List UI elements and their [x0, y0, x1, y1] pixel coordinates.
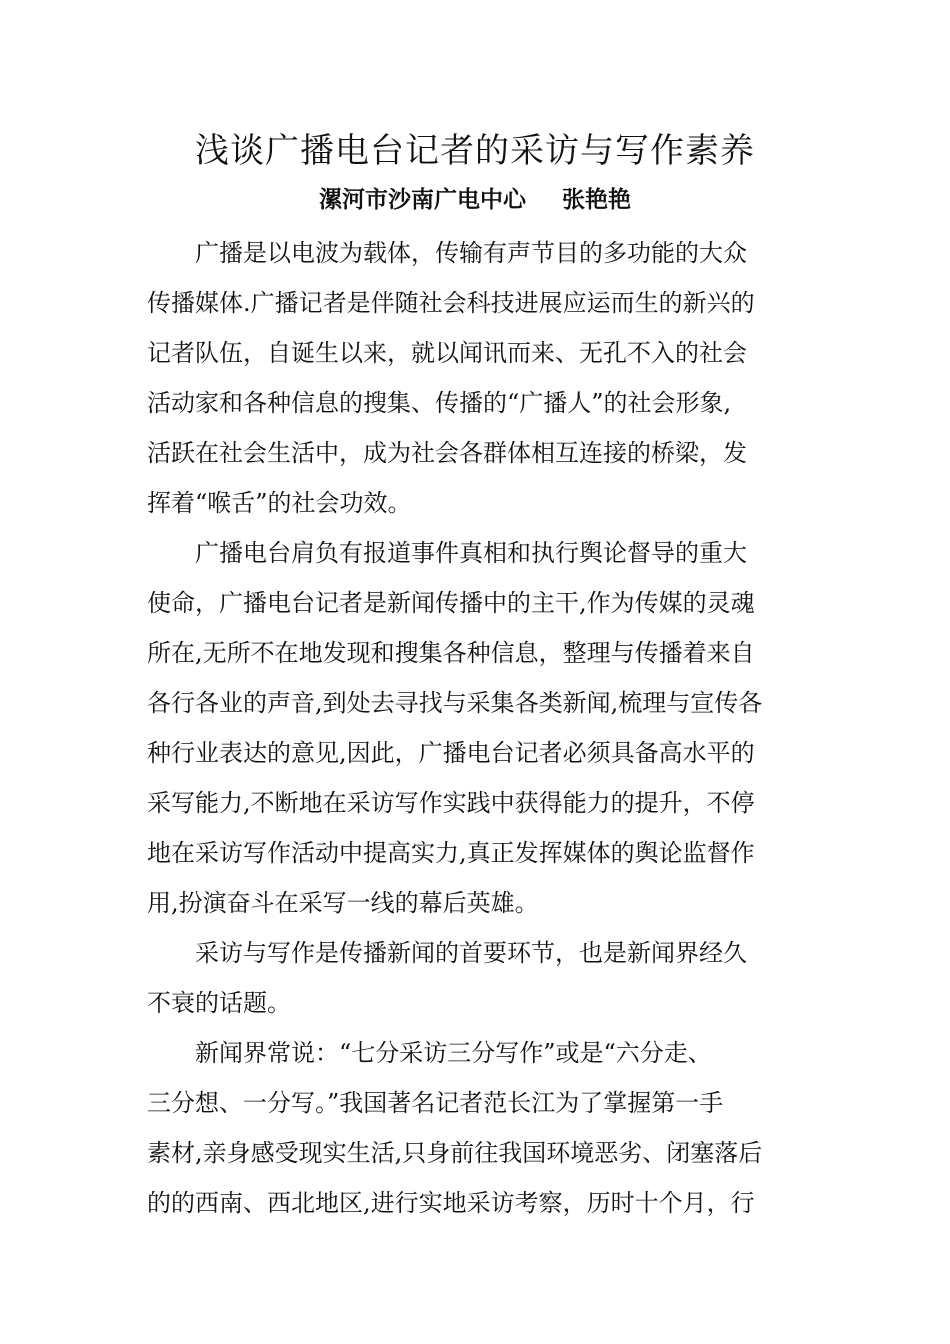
- text-line: 采写能力,不断地在采访写作实践中获得能力的提升，不停: [147, 789, 755, 817]
- text-line: 活跃在社会生活中，成为社会各群体相互连接的桥梁，发: [147, 439, 747, 467]
- byline-organization: 漯河市沙南广电中心: [319, 186, 526, 213]
- text-line: 广播电台肩负有报道事件真相和执行舆论督导的重大: [147, 539, 747, 567]
- text-line: 采访与写作是传播新闻的首要环节，也是新闻界经久: [147, 939, 747, 967]
- text-line: 挥着“喉舌”的社会功效。: [147, 489, 412, 517]
- text-line: 不衰的话题。: [147, 989, 291, 1017]
- byline: [0, 182, 950, 218]
- text-line: 三分想、一分写。”我国著名记者范长江为了掌握第一手: [147, 1089, 724, 1117]
- text-line: 地在采访写作活动中提高实力,真正发挥媒体的舆论监督作: [147, 839, 755, 867]
- text-line: 新闻界常说：“七分采访三分写作”或是“六分走、: [147, 1039, 712, 1067]
- text-line: 所在,无所不在地发现和搜集各种信息，整理与传播着来自: [147, 639, 755, 667]
- document-body: [147, 228, 797, 1228]
- byline-author: 张艳艳: [562, 186, 631, 213]
- text-line: 记者队伍，自诞生以来，就以闻讯而来、无孔不入的社会: [147, 339, 747, 367]
- text-line: 各行各业的声音,到处去寻找与采集各类新闻,梳理与宣传各: [147, 689, 763, 717]
- text-line: 素材,亲身感受现实生活,只身前往我国环境恶劣、闭塞落后: [147, 1139, 763, 1167]
- text-line: 使命，广播电台记者是新闻传播中的主干,作为传媒的灵魂: [147, 589, 755, 617]
- text-line: 种行业表达的意见,因此，广播电台记者必须具备高水平的: [147, 739, 755, 767]
- text-line: 活动家和各种信息的搜集、传播的“广播人”的社会形象,: [147, 389, 732, 417]
- text-line: 广播是以电波为载体，传输有声节目的多功能的大众: [147, 239, 747, 267]
- text-line: 用,扮演奋斗在采写一线的幕后英雄。: [147, 889, 539, 917]
- text-line: 的的西南、西北地区,进行实地采访考察，历时十个月，行: [147, 1189, 755, 1217]
- text-line: 传播媒体.广播记者是伴随社会科技进展应运而生的新兴的: [147, 289, 755, 317]
- document-title: 浅谈广播电台记者的采访与写作素养: [195, 131, 755, 171]
